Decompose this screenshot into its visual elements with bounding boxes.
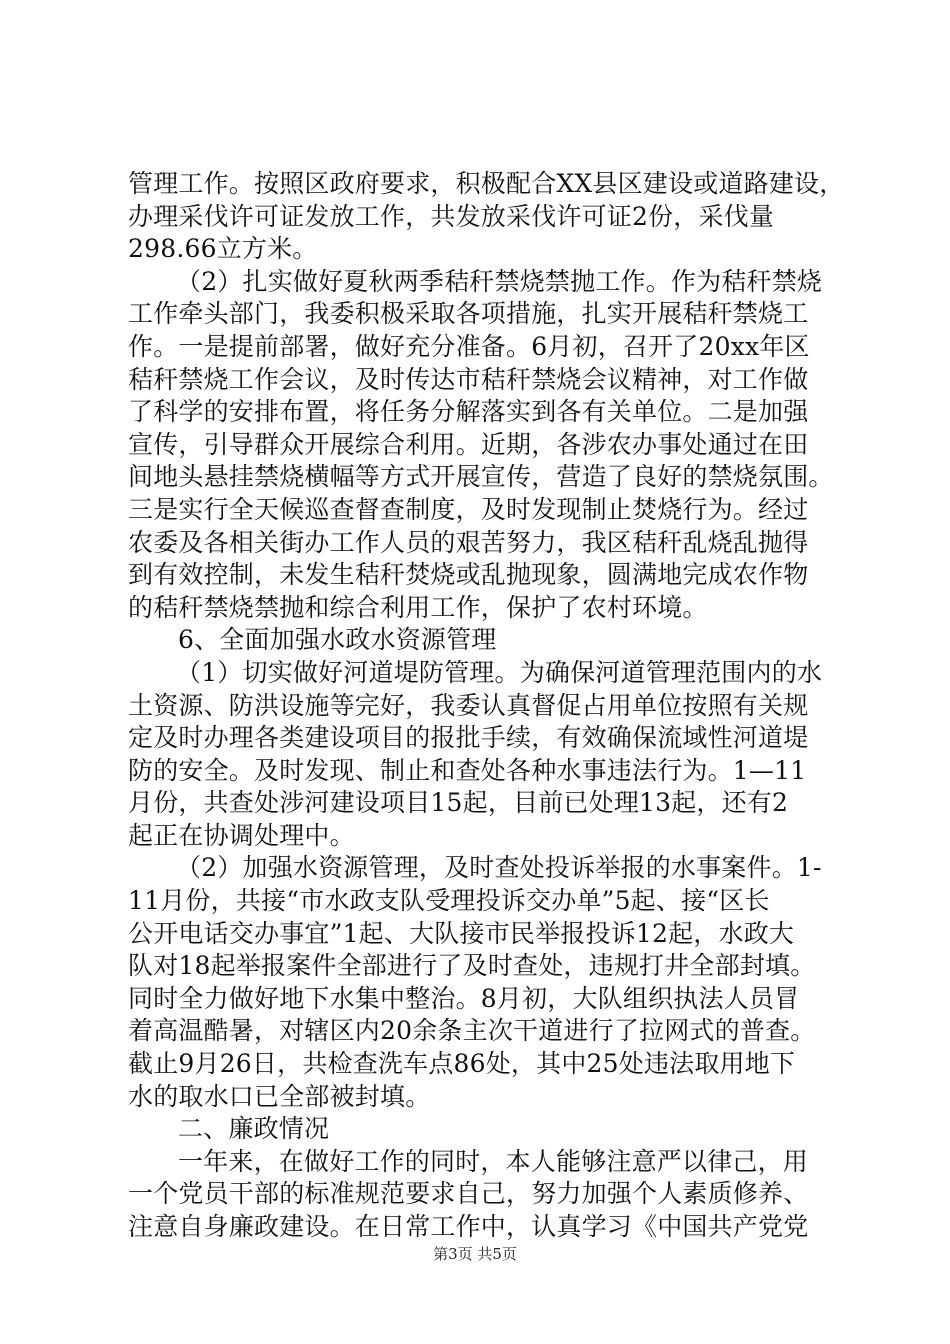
text-line: 防的安全。及时发现、制止和查处各种水事违法行为。1—11 bbox=[128, 755, 807, 785]
text-line: 月份，共查处涉河建设项目15起，目前已处理13起，还有2 bbox=[128, 788, 789, 818]
text-line: 截止9月26日，共检查洗车点86处，其中25处违法取用地下 bbox=[128, 1049, 796, 1079]
paragraph-start: （2）加强水资源管理，及时查处投诉举报的水事案件。1- bbox=[176, 853, 822, 883]
paragraph-start: （1）切实做好河道堤防管理。为确保河道管理范围内的水 bbox=[176, 657, 823, 687]
paragraph-start: （2）扎实做好夏秋两季秸秆禁烧禁抛工作。作为秸秆禁烧 bbox=[176, 266, 823, 296]
text-line: 办理采伐许可证发放工作，共发放采伐许可证2份，采伐量 bbox=[128, 201, 775, 231]
text-line: 秸秆禁烧工作会议，及时传达市秸秆禁烧会议精神，对工作做 bbox=[128, 364, 809, 394]
text-line: 管理工作。按照区政府要求，积极配合XX县区建设或道路建设， bbox=[128, 169, 845, 198]
text-line: 的秸秆禁烧禁抛和综合利用工作，保护了农村环境。 bbox=[128, 592, 708, 622]
body-text bbox=[128, 168, 845, 1244]
text-line: 11月份，共接“市水政支队受理投诉交办单”5起、接“区长 bbox=[128, 886, 770, 916]
paragraph-start: 一年来，在做好工作的同时，本人能够注意严以律己，用 bbox=[178, 1146, 809, 1176]
text-line: 起正在协调处理中。 bbox=[128, 820, 355, 850]
section-heading: 6、全面加强水政水资源管理 bbox=[178, 625, 497, 655]
text-line: 宣传，引导群众开展综合利用。近期，各涉农办事处通过在田 bbox=[128, 429, 809, 459]
text-line: 三是实行全天候巡查督查制度，及时发现制止焚烧行为。经过 bbox=[128, 494, 809, 524]
text-line: 同时全力做好地下水集中整治。8月初，大队组织执法人员冒 bbox=[128, 983, 800, 1013]
text-line: 农委及各相关街办工作人员的艰苦努力，我区秸秆乱烧乱抛得 bbox=[128, 527, 809, 557]
text-line: 一个党员干部的标准规范要求自己，努力加强个人素质修养、 bbox=[128, 1179, 809, 1209]
text-line: 定及时办理各类建设项目的报批手续，有效确保流域性河道堤 bbox=[128, 723, 809, 753]
text-line: 着高温酷暑，对辖区内20余条主次干道进行了拉网式的普查。 bbox=[128, 1016, 816, 1046]
text-line: 工作牵头部门，我委积极采取各项措施，扎实开展秸秆禁烧工 bbox=[128, 299, 809, 329]
text-line: 到有效控制，未发生秸秆焚烧或乱抛现象，圆满地完成农作物 bbox=[128, 560, 809, 590]
text-line: 水的取水口已全部被封填。 bbox=[128, 1081, 431, 1111]
page-footer: 第3页 共5页 bbox=[433, 1245, 517, 1263]
text-line: 土资源、防洪设施等完好，我委认真督促占用单位按照有关规 bbox=[128, 690, 809, 720]
text-line: 作。一是提前部署，做好充分准备。6月初，召开了20xx年区 bbox=[128, 331, 810, 361]
text-line: 了科学的安排布置，将任务分解落实到各有关单位。二是加强 bbox=[128, 397, 809, 427]
text-line: 公开电话交办事宜”1起、大队接市民举报投诉12起，水政大 bbox=[128, 918, 795, 948]
text-line: 注意自身廉政建设。在日常工作中，认真学习《中国共产党党 bbox=[128, 1212, 809, 1241]
section-heading: 二、廉政情况 bbox=[178, 1114, 330, 1144]
text-line: 298.66立方米。 bbox=[128, 234, 318, 264]
text-line: 间地头悬挂禁烧横幅等方式开展宣传，营造了良好的禁烧氛围。 bbox=[128, 462, 834, 492]
text-line: 队对18起举报案件全部进行了及时查处，违规打井全部封填。 bbox=[128, 951, 816, 981]
